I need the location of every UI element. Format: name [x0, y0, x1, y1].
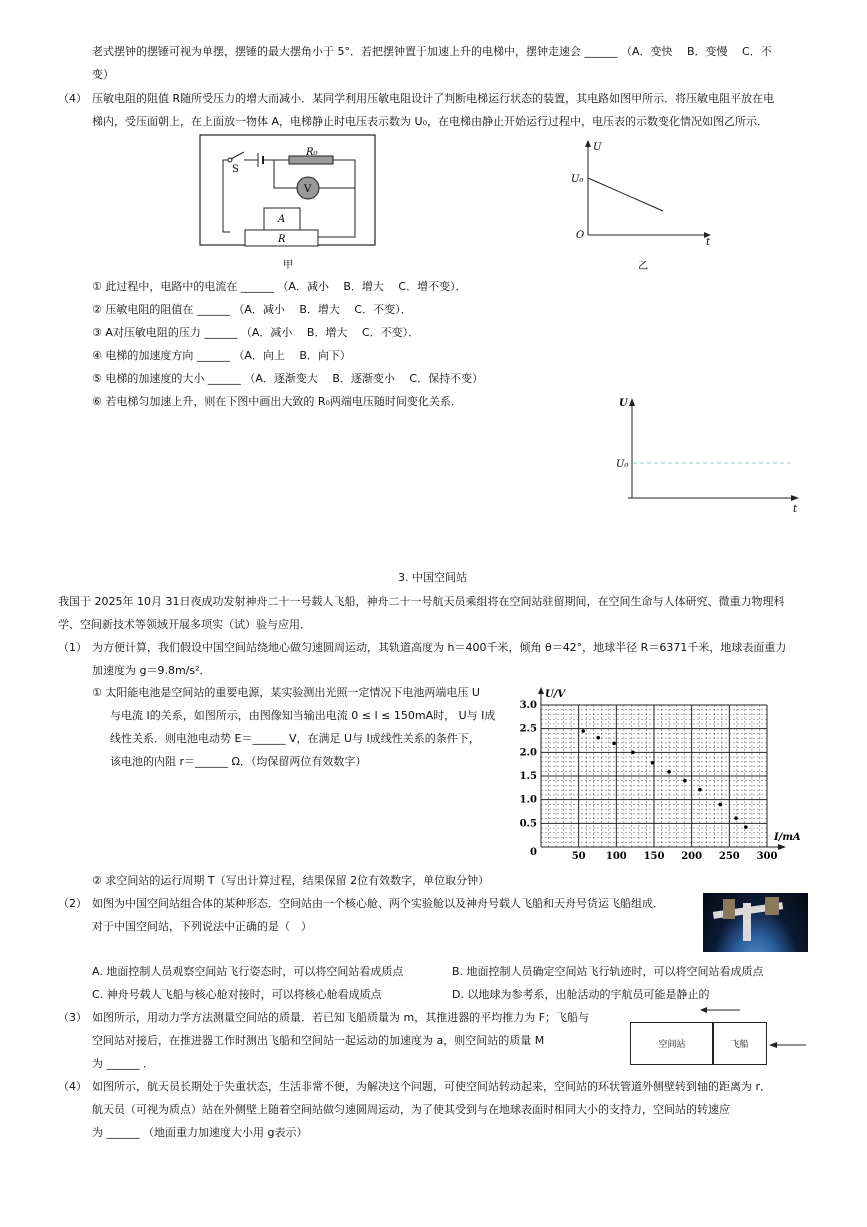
sub-question: ④ 电梯的加速度方向 ______ （A．向上 B．向下） — [92, 349, 351, 362]
option-a[interactable]: A. 地面控制人员观察空间站飞行姿态时，可以将空间站看成质点 — [92, 965, 404, 978]
x-tick-label: 100 — [605, 851, 627, 862]
object-a-label: A — [278, 214, 286, 225]
y-tick-label: 0.5 — [519, 818, 537, 830]
question-text: 为 ______ （地面重力加速度大小用 g表示） — [92, 1126, 308, 1139]
question-text: 压敏电阻的阻值 R随所受压力的增大而减小．某同学利用压敏电阻设计了判断电梯运行状态的装置，其电路如图甲所示．将压敏电阻平放在电 — [92, 92, 775, 105]
station-box: 空间站 — [630, 1022, 714, 1065]
pendulum-question-line: 变） — [92, 68, 114, 81]
intro-text: 学、空间新技术等领域开展多项实（试）验与应用． — [58, 618, 311, 631]
sub-question: ⑥ 若电梯匀加速上升，则在下图中画出大致的 R₀两端电压随时间变化关系． — [92, 395, 462, 408]
x-tick-label: 150 — [643, 851, 665, 862]
y-tick-label: 2.5 — [519, 723, 537, 735]
y-tick-label: 0 — [530, 847, 537, 858]
question-text: 如图所示，航天员长期处于失重状态，生活非常不便，为解决这个问题，可使空间站转动起来，空间站的环状管道外侧壁转到轴的距离为 r． — [92, 1080, 772, 1093]
sub-question: ③ A对压敏电阻的压力 ______ （A．减小 B．增大 C．不变）． — [92, 326, 420, 339]
thrust-arrow-icon — [769, 1042, 777, 1048]
x-tick-label: 200 — [681, 851, 703, 862]
sub-question: 线性关系．则电池电动势 E＝______ V，在满足 U与 I成线性关系的条件下， — [110, 732, 480, 745]
sub-question: 该电池的内阻 r＝______ Ω．（均保留两位有效数字） — [110, 755, 367, 768]
figure-caption-yi: 乙 — [638, 261, 648, 272]
axis-label-u: U — [619, 398, 628, 409]
x-tick-label: 250 — [718, 851, 740, 862]
option-b[interactable]: B. 地面控制人员确定空间站飞行轨迹时，可以将空间站看成质点 — [452, 965, 764, 978]
question-text: 对于中国空间站，下列说法中正确的是（ ） — [92, 920, 312, 933]
x-tick-label: 300 — [756, 851, 778, 862]
sub-question: ② 压敏电阻的阻值在 ______ （A．减小 B．增大 C．不变）． — [92, 303, 412, 316]
x-tick-label: 50 — [571, 851, 586, 862]
y-tick-label: 1.0 — [519, 794, 537, 806]
voltmeter-label: V — [304, 184, 312, 195]
sub-question: ① 太阳能电池是空间站的重要电源，某实验测出光照一定情况下电池两端电压 U — [92, 686, 480, 699]
arrow-left-icon — [700, 1007, 707, 1013]
resistor-r-label: R — [278, 234, 286, 245]
question-number: （2） — [58, 897, 87, 910]
option-c[interactable]: C. 神舟号载人飞船与核心舱对接时，可以将核心舱看成质点 — [92, 988, 382, 1001]
sub-question: 与电流 I的关系，如图所示，由图像知当输出电流 0 ≤ I ≤ 150mA时， U与 I成 — [110, 709, 496, 722]
axis-label-t: t — [706, 237, 711, 248]
sub-question: ② 求空间站的运行周期 T（写出计算过程，结果保留 2位有效数字，单位取分钟） — [92, 874, 490, 887]
question-text: 航天员（可视为质点）站在外侧壁上随着空间站做匀速圆周运动，为了使其受到与在地球表面时相同大小的支持力，空间站的转速应 — [92, 1103, 730, 1116]
switch-label: S — [232, 164, 239, 175]
pendulum-question-line: 老式摆钟的摆锤可视为单摆，摆锤的最大摆角小于 5°．若把摆钟置于加速上升的电梯中，摆钟走速会 ______ （A．变快 B．变慢 C．不 — [92, 45, 772, 58]
question-number: （3） — [58, 1011, 87, 1024]
question-text: 空间站对接后，在推进器工作时测出飞船和空间站一起运动的加速度为 a，则空间站的质量 M — [92, 1034, 545, 1047]
question-text: 如图所示，用动力学方法测量空间站的质量．若已知飞船质量为 m，其推进器的平均推力为 F；飞船与 — [92, 1011, 590, 1024]
option-d[interactable]: D. 以地球为参考系，出舱活动的宇航员可能是静止的 — [452, 988, 710, 1001]
question-number: （1） — [58, 641, 87, 654]
u0-label: U₀ — [571, 174, 584, 185]
u0-label: U₀ — [616, 459, 629, 470]
sub-question: ① 此过程中，电路中的电流在 ______ （A．减小 B．增大 C．增不变）． — [92, 280, 467, 293]
question-text: 为 ______ ． — [92, 1057, 154, 1070]
section-title: 3. 中国空间站 — [398, 571, 467, 584]
y-tick-label: 2.0 — [519, 747, 537, 759]
sub-question: ⑤ 电梯的加速度的大小 ______ （A．逐渐变大 B．逐渐变小 C．保持不变） — [92, 372, 484, 385]
x-axis-label: I/mA — [774, 832, 801, 843]
intro-text: 我国于 2025年 10月 31日夜成功发射神舟二十一号载人飞船，神舟二十一号航天员乘组将在空间站驻留期间，在空间生命与人体研究、微重力物理科 — [58, 595, 785, 608]
question-text: 为方便计算，我们假设中国空间站绕地心做匀速圆周运动，其轨道高度为 h＝400千米，倾角 θ＝42°，地球半径 R＝6371千米，地球表面重力 — [92, 641, 787, 654]
question-text: 如图为中国空间站组合体的某种形态．空间站由一个核心舱、两个实验舱以及神舟号载人飞船和天舟号货运飞船组成． — [92, 897, 664, 910]
question-number: （4） — [58, 92, 87, 105]
axis-label-u: U — [593, 142, 602, 153]
question-text: 加速度为 g＝9.8m/s²． — [92, 664, 211, 677]
ship-box: 飞船 — [712, 1022, 767, 1065]
figure-caption-jia: 甲 — [283, 260, 293, 271]
axis-label-t: t — [793, 504, 798, 515]
r0-label: R₀ — [306, 147, 318, 158]
y-axis-label: U/V — [545, 689, 566, 700]
question-number: （4） — [58, 1080, 87, 1093]
y-tick-label: 1.5 — [519, 771, 537, 782]
question-text: 梯内，受压面朝上，在上面放一物体 A，电梯静止时电压表示数为 U₀，在电梯由静止开始运行过程中，电压表的示数变化情况如图乙所示． — [92, 115, 768, 128]
y-tick-label: 3.0 — [519, 700, 537, 711]
origin-label: O — [576, 230, 585, 241]
